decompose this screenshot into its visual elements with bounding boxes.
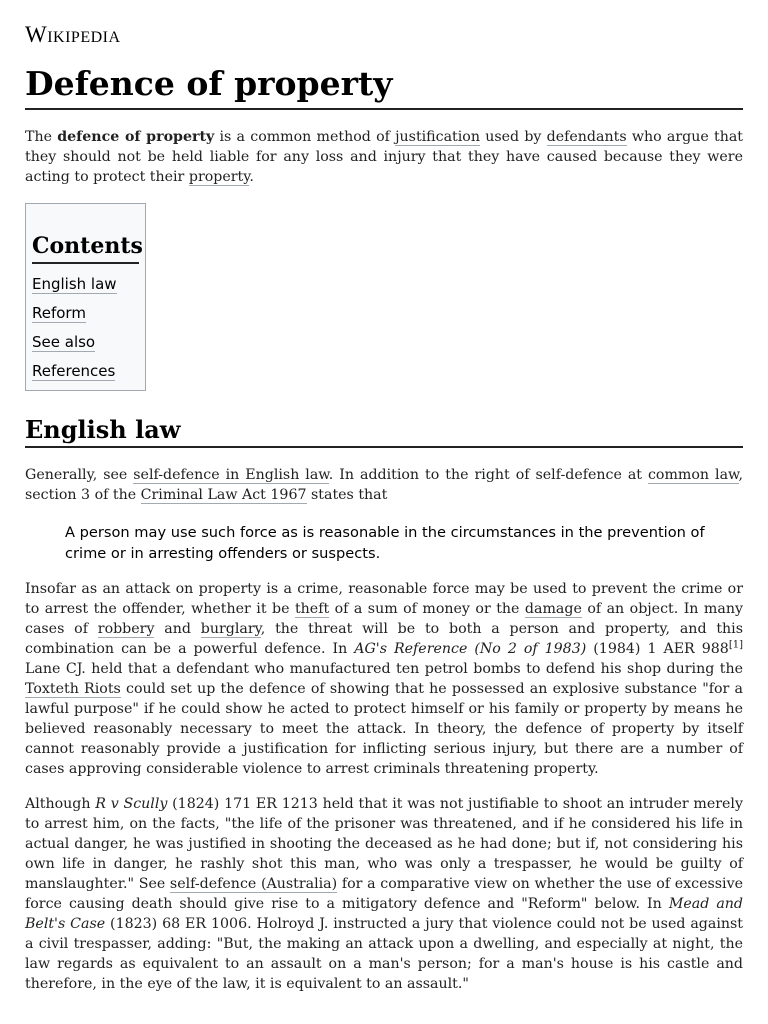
toc-title: Contents [32,231,139,264]
english-law-paragraph-1: Generally, see self-defence in English law. In addition to the right of self-defence at common law, section 3 of the Criminal Law Act 1967 states that [25,467,744,503]
link-theft[interactable]: theft [294,601,330,617]
toc-item-see-also[interactable]: See also [32,333,96,351]
link-robbery[interactable]: robbery [97,621,155,637]
toc-item-references[interactable]: References [32,362,116,380]
english-law-paragraph-2: Insofar as an attack on property is a crime, reasonable force may be used to prevent the crime or to arrest the offender, whether it be theft of a sum of money or the damage of an object. In many cases of robbery and burglary, the threat will be to both a person and property, and this combination can be a powerful defence. In AG's Reference (No 2 of 1983) (1984) 1 AER 988[1] Lane CJ. held that a defendant who manufactured ten petrol bombs to defend his shop during the Toxteth Riots could set up the defence of showing that he possessed an explosive substance "for a lawful purpose" if he could show he acted to protect himself or his family or property by means he believed reasonably necessary to meet the attack. In theory, the defence of property by itself cannot reasonably provide a justification for inflicting serious injury, but there are a number of cases approving considerable violence to arrest criminals threatening property. [25,581,744,777]
link-toxteth-riots[interactable]: Toxteth Riots [25,681,121,697]
section-heading-english-law: English law [25,414,743,448]
link-damage[interactable]: damage [524,601,582,617]
toc-list [32,270,139,386]
toc-item-reform[interactable]: Reform [32,304,86,322]
table-of-contents [25,203,146,391]
reference-1[interactable]: [1] [728,639,743,651]
link-self-defence-english-law[interactable]: self-defence in English law [133,467,329,483]
page-title: Defence of property [25,64,743,110]
link-self-defence-australia[interactable]: self-defence (Australia) [169,876,338,892]
link-burglary[interactable]: burglary [200,621,261,637]
intro-paragraph: The defence of property is a common method of justification used by defendants who argue that they should not be held liable for any loss and injury that they have caused because they were acting to protect their property. [25,129,743,185]
link-common-law[interactable]: common law [647,467,739,483]
link-property[interactable]: property [188,169,250,185]
wikipedia-wordmark[interactable]: Wikipedia [25,22,121,47]
english-law-paragraph-3: Although R v Scully (1824) 171 ER 1213 held that it was not justifiable to shoot an intruder merely to arrest him, on the facts, "the life of the prisoner was threatened, and if he considered his life in actual danger, he was justified in shooting the deceased as he had done; but if, not considering his own life in danger, he rashly shot this man, who was only a trespasser, he would be guilty of manslaughter." See self-defence (Australia) for a comparative view on whether the use of excessive force causing death should give rise to a mitigatory defence and "Reform" below. In Mead and Belt's Case (1823) 68 ER 1006. Holroyd J. instructed a jury that violence could not be used against a civil trespasser, adding: "But, the making an attack upon a dwelling, and especially at night, the law regards as equivalent to an assault on a man's person; for a man's house is his castle and therefore, in the eye of the law, it is equivalent to an assault." [25,796,744,992]
link-justification[interactable]: justification [395,129,480,145]
link-defendants[interactable]: defendants [546,129,627,145]
link-criminal-law-act-1967[interactable]: Criminal Law Act 1967 [140,487,307,503]
toc-item-english-law[interactable]: English law [32,275,117,293]
blockquote: A person may use such force as is reasonable in the circumstances in the prevention of crime or in arresting offenders or suspects. [65,524,705,562]
